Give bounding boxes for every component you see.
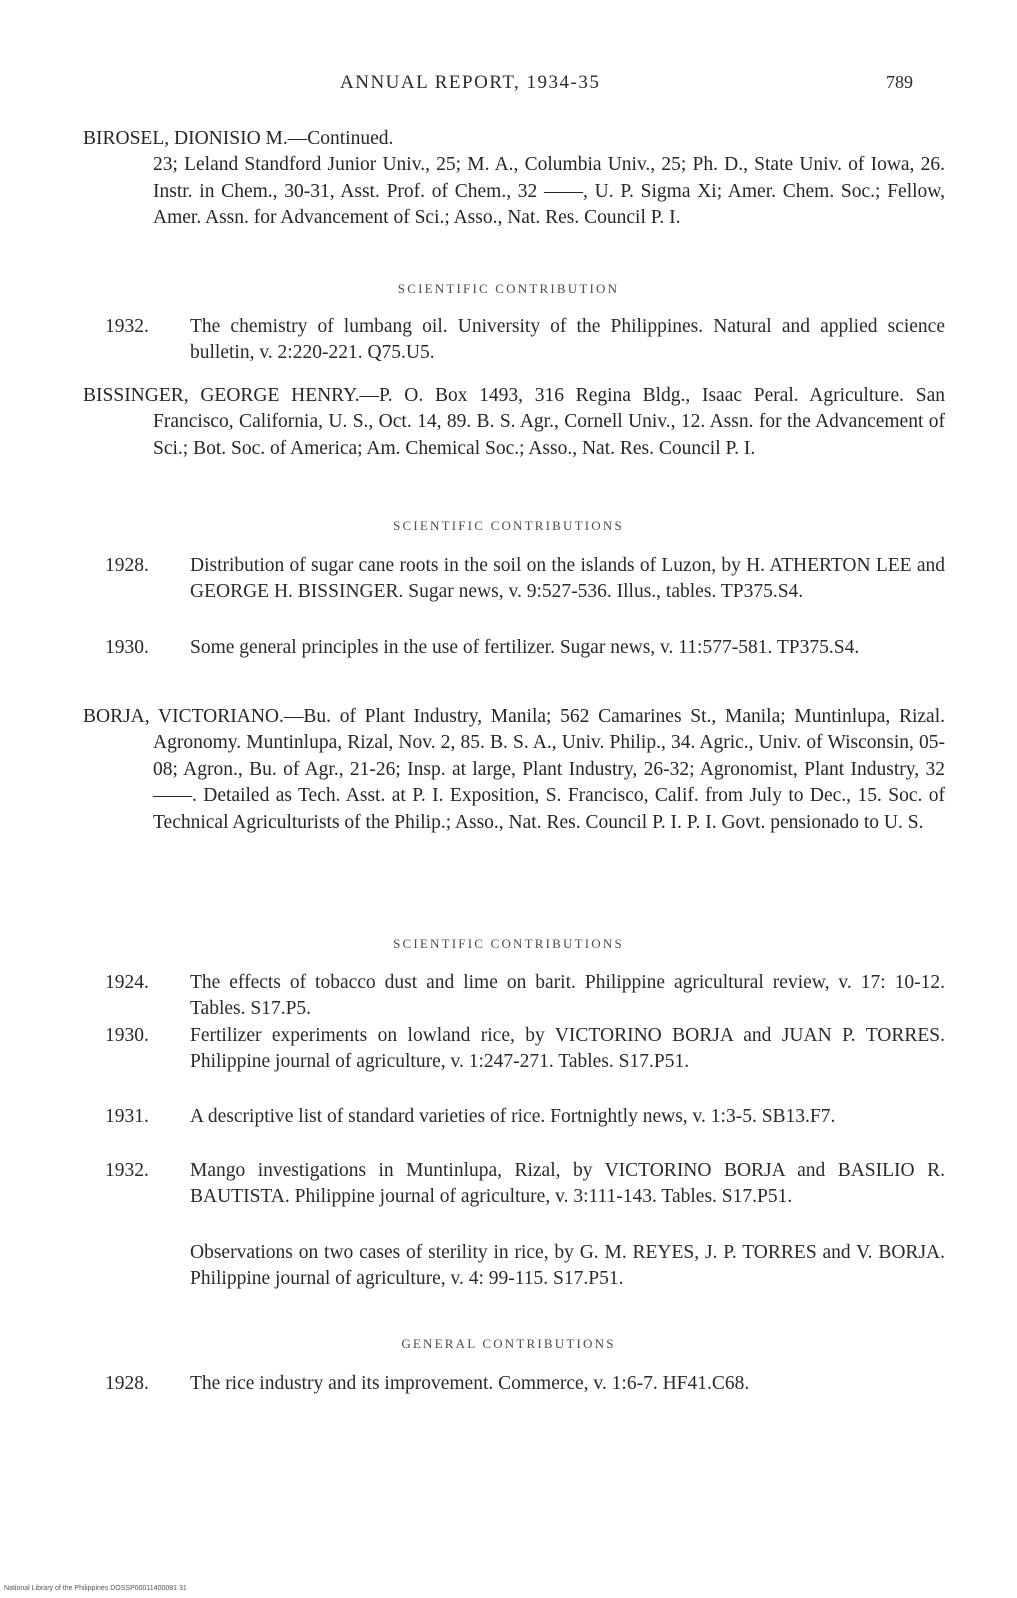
entry-borja <box>83 704 945 836</box>
section-heading: SCIENTIFIC CONTRIBUTION <box>397 281 620 296</box>
publication-year: 1930. <box>105 637 149 658</box>
publication-text: Distribution of sugar cane roots in the soil on the islands of Luzon, by H. ATHERTON LEE and GEORGE H. BISSINGER. Sugar news, v. 9:527-536. Illus., tables. TP375.S4. <box>190 555 945 603</box>
entry-biography: BORJA, VICTORIANO.—Bu. of Plant Industry, Manila; 562 Camarines St., Manila; Muntinlupa, Rizal. Agronomy. Muntinlupa, Rizal, Nov. 2, 85. B. S. A., Univ. Philip., 34. Agric., Univ. of Wisconsin, 05-08; Agron., Bu. of Agr., 21-26; Insp. at large, Plant Industry, 26-32; Agronomist, Plant Industry, 32 ——. Detailed as Tech. Asst. at P. I. Exposition, S. Francisco, Calif. from July to Dec., 15. Soc. of Technical Agriculturists of the Philip.; Asso., Nat. Res. Council P. I. P. I. Govt. pensionado to U. S. <box>83 706 945 833</box>
publication-year: 1932. <box>105 1160 149 1181</box>
publication-year: 1932. <box>105 316 149 337</box>
publication-item <box>105 553 945 606</box>
publication-year: 1931. <box>105 1106 149 1127</box>
report-title: ANNUAL REPORT, 1934-35 <box>340 72 601 93</box>
publication-year: 1930. <box>105 1025 149 1046</box>
publication-text: The chemistry of lumbang oil. University of the Philippines. Natural and applied science bulletin, v. 2:220-221. Q75.U5. <box>190 316 945 364</box>
publication-text: Observations on two cases of sterility in rice, by G. M. REYES, J. P. TORRES and V. BORJA. Philippine journal of agriculture, v. 4: 99-115. S17.P51. <box>190 1242 945 1290</box>
publication-text: The rice industry and its improvement. Commerce, v. 1:6-7. HF41.C68. <box>190 1373 750 1394</box>
publication-year: 1928. <box>105 1373 149 1394</box>
publication-text: Mango investigations in Muntinlupa, Rizal, by VICTORINO BORJA and BASILIO R. BAUTISTA. Philippine journal of agriculture, v. 3:111-143. Tables. S17.P51. <box>190 1160 945 1208</box>
publication-item <box>105 635 945 661</box>
publication-text: Some general principles in the use of fertilizer. Sugar news, v. 11:577-581. TP375.S4. <box>190 637 860 658</box>
publication-item <box>105 1023 945 1076</box>
publication-text: Fertilizer experiments on lowland rice, by VICTORINO BORJA and JUAN P. TORRES. Philippine journal of agriculture, v. 1:247-271. Tables. S17.P51. <box>190 1025 945 1073</box>
section-heading: SCIENTIFIC CONTRIBUTIONS <box>393 936 624 951</box>
entry-name-line: BIROSEL, DIONISIO M.—Continued. <box>83 128 394 149</box>
publication-item <box>105 314 945 367</box>
publication-year: 1928. <box>105 555 149 576</box>
section-heading: GENERAL CONTRIBUTIONS <box>401 1336 616 1351</box>
publication-text: The effects of tobacco dust and lime on barit. Philippine agricultural review, v. 17: 10-12. Tables. S17.P5. <box>190 972 945 1020</box>
entry-biography: 23; Leland Standford Junior Univ., 25; M. A., Columbia Univ., 25; Ph. D., State Univ. of Iowa, 26. Instr. in Chem., 30-31, Asst. Prof. of Chem., 32 ——, U. P. Sigma Xi; Amer. Chem. Soc.; Fellow, Amer. Assn. for Advancement of Sci.; Asso., Nat. Res. Council P. I. <box>153 154 945 229</box>
page-number: 789 <box>886 72 913 92</box>
section-heading: SCIENTIFIC CONTRIBUTIONS <box>393 518 624 533</box>
publication-item <box>105 1240 945 1293</box>
publication-item <box>105 1104 945 1130</box>
publication-item <box>105 970 945 1023</box>
publication-item <box>105 1371 945 1397</box>
publication-year: 1924. <box>105 972 149 993</box>
entry-bissinger <box>83 383 945 462</box>
publication-item <box>105 1158 945 1211</box>
running-header <box>0 72 1017 102</box>
entry-biography: BISSINGER, GEORGE HENRY.—P. O. Box 1493, 316 Regina Bldg., Isaac Peral. Agriculture. San Francisco, California, U. S., Oct. 14, 89. B. S. Agr., Cornell Univ., 12. Assn. for the Advancement of Sci.; Bot. Soc. of America; Am. Chemical Soc.; Asso., Nat. Res. Council P. I. <box>83 385 945 459</box>
scan-footer: National Library of the Philippines DOSSP00011400081 31 <box>4 1585 187 1592</box>
publication-text: A descriptive list of standard varieties of rice. Fortnightly news, v. 1:3-5. SB13.F7. <box>190 1106 836 1127</box>
entry-birosel <box>83 126 945 232</box>
